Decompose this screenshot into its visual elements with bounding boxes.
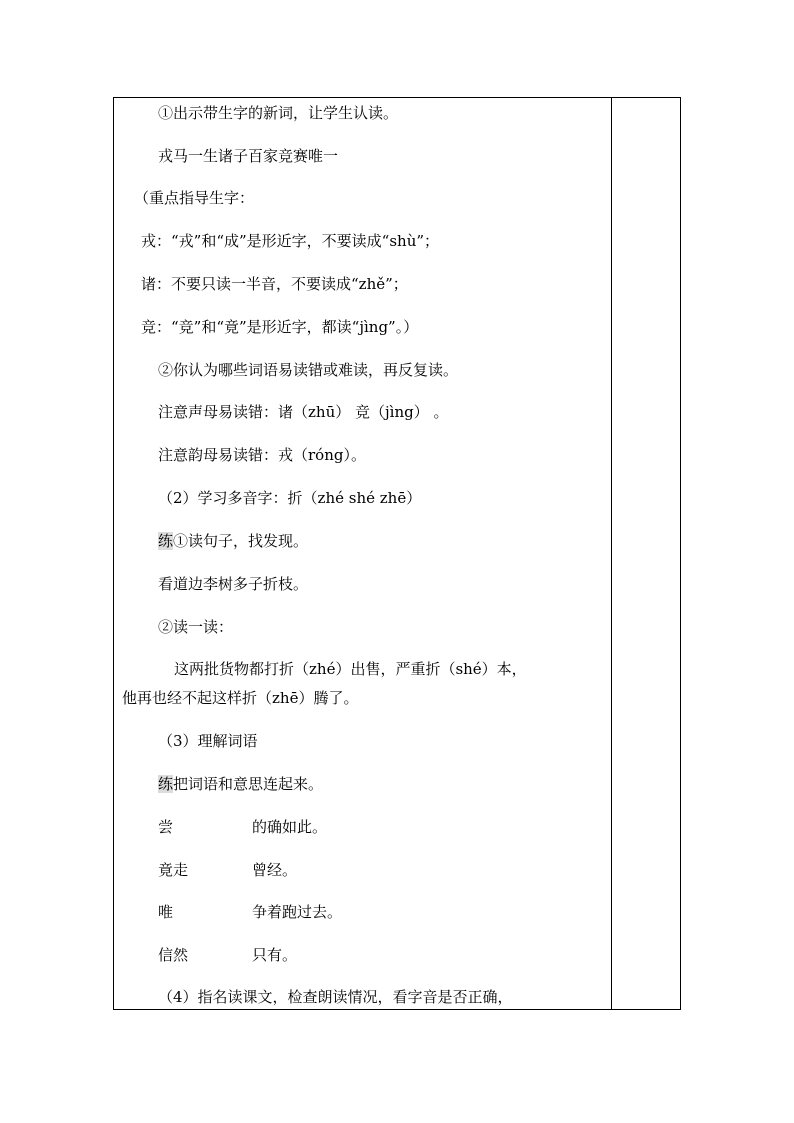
note-jing: 竞：“竞”和“竟”是形近字，都读“jìng”。） xyxy=(141,318,419,336)
column-divider xyxy=(611,98,612,1009)
match-meaning: 的确如此。 xyxy=(252,818,328,836)
vocab-heading: （3）理解词语 xyxy=(158,732,258,750)
match-word: 唯 xyxy=(158,903,174,921)
note-rong: 戎：“戎”和“成”是形近字，不要读成“shù”； xyxy=(141,232,440,250)
word-list: 戎马一生诸子百家竞赛唯一 xyxy=(158,147,339,165)
exercise-1 xyxy=(158,530,308,552)
example-sentence: 看道边李树多子折枝。 xyxy=(158,575,309,593)
match-meaning: 曾经。 xyxy=(252,861,298,879)
exercise-mark: 练 xyxy=(158,775,174,793)
lesson-table xyxy=(113,97,681,1010)
practice-sentence-2: 他再也经不起这样折（zhē）腾了。 xyxy=(122,689,359,707)
exercise-text: 把词语和意思连起来。 xyxy=(173,775,324,793)
read-aloud: ②读一读： xyxy=(158,618,234,636)
final-note: 注意韵母易读错：戎（róng）。 xyxy=(158,446,366,464)
step-4: （4）指名读课文，检查朗读情况，看字音是否正确， xyxy=(158,988,513,1006)
focus-intro: （重点指导生字： xyxy=(134,189,255,207)
match-word: 信然 xyxy=(158,946,189,964)
match-meaning: 只有。 xyxy=(252,946,298,964)
step-1: ①出示带生字的新词，让学生认读。 xyxy=(158,104,399,122)
polyphone-heading: （2）学习多音字：折（zhé shé zhē） xyxy=(158,489,422,507)
match-word: 尝 xyxy=(158,818,174,836)
note-zhu: 诸：不要只读一半音，不要读成“zhě”； xyxy=(141,275,408,293)
step-2: ②你认为哪些词语易读错或难读，再反复读。 xyxy=(158,361,459,379)
exercise-text: ①读句子，找发现。 xyxy=(173,532,309,550)
exercise-mark: 练 xyxy=(158,532,174,550)
match-meaning: 争着跑过去。 xyxy=(252,903,343,921)
practice-sentence-1: 这两批货物都打折（zhé）出售，严重折（shé）本， xyxy=(174,660,527,678)
match-word: 竟走 xyxy=(158,861,189,879)
exercise-2 xyxy=(158,773,323,795)
initial-note: 注意声母易读错：诸（zhū） 竞（jìng） 。 xyxy=(158,403,449,421)
